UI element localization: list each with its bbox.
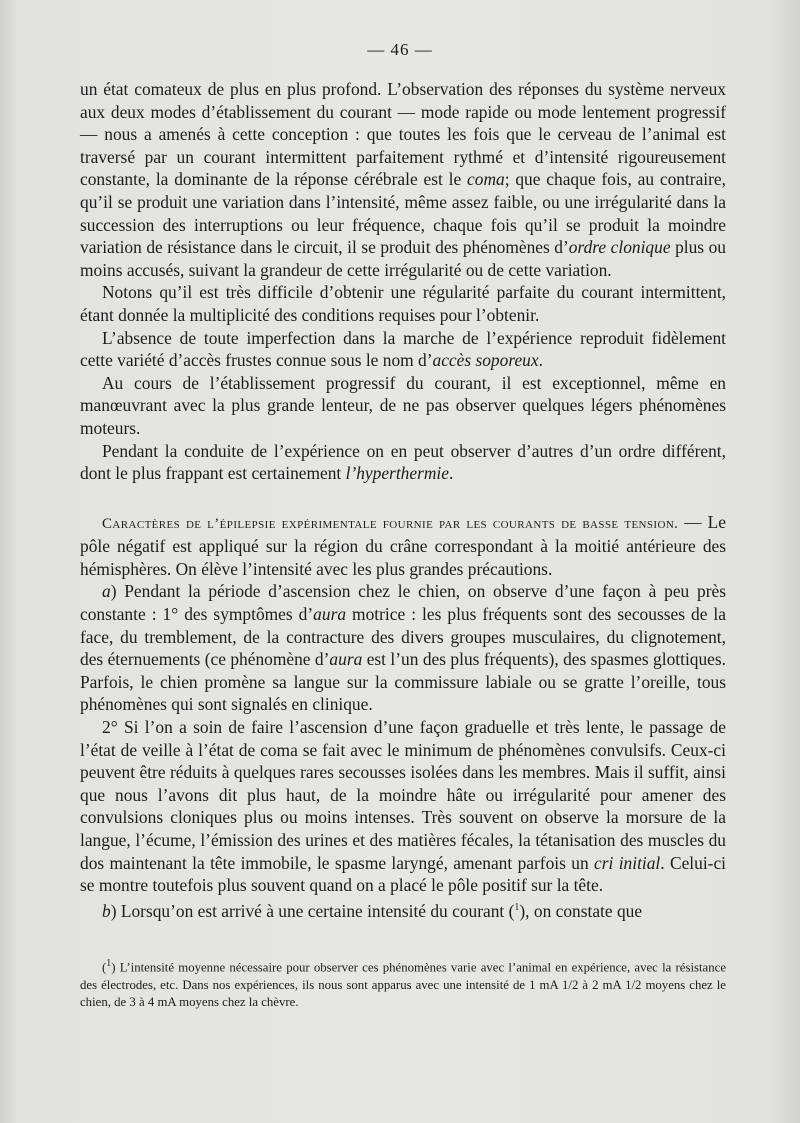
page-number: — 46 — bbox=[367, 40, 433, 59]
paragraph bbox=[80, 78, 726, 281]
text-run: plus ou moins accusés, suivant la grandeur de cette irrégularité ou de cette variation. bbox=[80, 237, 726, 280]
text-run: . bbox=[448, 463, 454, 484]
text-run: ) Lorsqu’on est arrivé à une certaine intensité du courant ( bbox=[110, 900, 515, 921]
text-run: est l’un des plus fréquents), des spasmes glottiques. Parfois, le chien promène sa langue sur la commissure labiale ou se gratte l’oreille, tous phénomènes qui sont signalés en clinique. bbox=[80, 649, 726, 715]
text-run: Notons qu’il est très difficile d’obtenir une régularité parfaite du courant intermittent, étant donnée la multiplicité des conditions requises pour l’obtenir. bbox=[80, 282, 726, 325]
text-run: . bbox=[538, 350, 543, 371]
section-break bbox=[80, 485, 726, 511]
italic-text: aura bbox=[313, 604, 347, 625]
paragraph bbox=[80, 327, 726, 372]
text-run: ) L’intensité moyenne nécessaire pour observer ces phénomènes varie avec l’animal en expérience, avec la résistance des électrodes, etc. Dans nos expériences, ils nous sont apparus avec une intensité de 1 mA 1/2 à 2 mA 1/2 moyens chez le chien, de 3 à 4 mA moyens chez la chèvre. bbox=[80, 960, 726, 1010]
text-run: ), on constate que bbox=[519, 900, 643, 921]
paragraph bbox=[80, 580, 726, 716]
italic-text: aura bbox=[329, 649, 363, 670]
text-run: motrice : les plus fréquents sont des secousses de la face, du tremblement, de la contracture des divers groupes musculaires, du clignotement, des éternuements (ce phénomène d’ bbox=[80, 604, 726, 670]
italic-text: cri initial bbox=[594, 852, 661, 873]
section-heading: Caractères de l’épilepsie expérimentale fournie par les courants de basse tension. bbox=[102, 515, 679, 532]
text-run: ( bbox=[102, 960, 107, 975]
footnote-ref: 1 bbox=[514, 901, 520, 913]
text-run: 2° Si l’on a soin de faire l’ascension d’une façon graduelle et très lente, le passage de l’état de veille à l’état de coma se fait avec le minimum de phénomènes convulsifs. Ceux-ci peuvent être réduits à quelques rares secousses isolées dans les membres. Mais il suffit, ainsi que nous l’avons dit plus haut, de la moindre hâte ou irrégularité pour amener des convulsions cloniques plus ou moins intenses. Très souvent on observe la morsure de la langue, l’écume, l’émission des urines et des matières fécales, la tétanisation des muscles du dos maintenant la tête immobile, le spasme laryngé, amenant parfois un bbox=[80, 717, 726, 873]
paragraph bbox=[80, 511, 726, 581]
italic-text: coma bbox=[467, 169, 505, 190]
paragraph bbox=[80, 281, 726, 326]
paragraph bbox=[80, 440, 726, 485]
footnote bbox=[80, 955, 726, 1012]
text-run: L’absence de toute imperfection dans la marche de l’expérience reproduit fidèlement cette variété d’accès frustes connue sous le nom d’ bbox=[80, 327, 726, 371]
text-run: ; que chaque fois, au contraire, qu’il se produit une variation dans l’intensité, même assez faible, ou une irrégularité dans la succession des interruptions ou leur fréquence, chaque fois qu’il se produit la moindre variation de résistance dans le circuit, il se produit des phénomènes d’ bbox=[80, 169, 726, 258]
italic-text: l’hyperthermie bbox=[345, 463, 449, 484]
paragraph bbox=[80, 716, 726, 897]
text-run: Pendant la conduite de l’expérience on en peut observer d’autres d’un ordre différent, dont le plus frappant est certainement bbox=[80, 440, 726, 484]
italic-text: ordre clonique bbox=[568, 237, 671, 258]
text-run: . Celui-ci se montre toutefois plus souvent quand on a placé le pôle positif sur la tête. bbox=[80, 852, 727, 896]
text-run: ) Pendant la période d’ascension chez le chien, on observe d’une façon à peu près constante : 1° des symptômes d’ bbox=[80, 581, 726, 625]
italic-text: accès soporeux bbox=[432, 350, 539, 371]
paragraph bbox=[80, 372, 726, 440]
text-run: Au cours de l’établissement progressif du courant, il est exceptionnel, même en manœuvrant avec la plus grande lenteur, de ne pas observer quelques légers phénomènes moteurs. bbox=[80, 372, 726, 438]
paragraph bbox=[80, 897, 726, 922]
text-run: — Le pôle négatif est appliqué sur la région du crâne correspondant à la moitié antérieure des hémisphères. On élève l’intensité avec les plus grandes précautions. bbox=[80, 511, 726, 579]
footnote-ref: 1 bbox=[106, 958, 112, 969]
text-run: un état comateux de plus en plus profond. L’observation des réponses du système nerveux aux deux modes d’établissement du courant — mode rapide ou mode lentement progressif — nous a amenés à cette conception : que toutes les fois que le cerveau de l’animal est traversé par un courant intermittent parfaitement rythmé et d’intensité rigoureusement constante, la dominante de la réponse cérébrale est le bbox=[80, 79, 726, 190]
footnotes bbox=[80, 955, 726, 1012]
body-text bbox=[80, 78, 726, 922]
italic-text: b bbox=[102, 900, 111, 921]
italic-text: a bbox=[102, 581, 111, 602]
